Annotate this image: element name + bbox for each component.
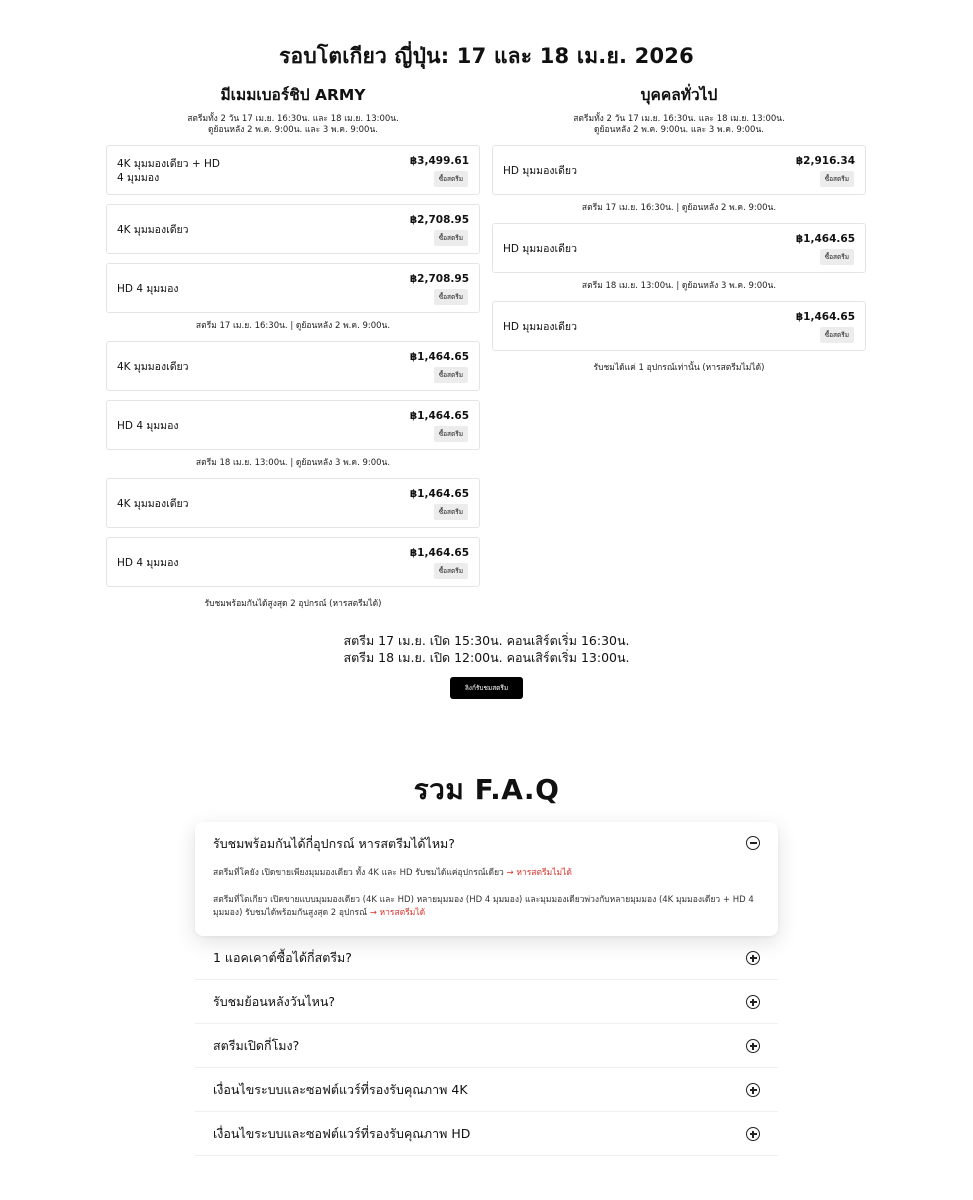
general-column-subtitle: สตรีมทั้ง 2 วัน 17 เม.ย. 16:30น. และ 18 เม.ย. 13:00น. ดูย้อนหลัง 2 พ.ค. 9:00น. และ 3 พ.ค. 9:00น. xyxy=(573,114,785,135)
ticket-price: ฿2,708.95 xyxy=(409,214,469,226)
faq-question: เงื่อนไขระบบและซอฟต์แวร์ที่รองรับคุณภาพ HD xyxy=(213,1126,471,1141)
ticket-price: ฿1,464.65 xyxy=(409,410,469,422)
ticket-card-general-day1-hd[interactable] xyxy=(492,223,866,273)
stream-link-button[interactable]: ลิงก์รับชมสตรีม xyxy=(450,677,523,699)
faq-question[interactable]: รับชมพร้อมกันได้กี่อุปกรณ์ หารสตรีมได้ไหม? xyxy=(213,836,455,851)
faq-item[interactable] xyxy=(195,1024,778,1068)
member-pricing-column xyxy=(106,84,480,610)
general-device-note: รับชมได้แค่ 1 อุปกรณ์เท่านั้น (หารสตรีมไม่ได้) xyxy=(593,363,765,373)
ticket-card-general-hd-both[interactable] xyxy=(492,145,866,195)
ticket-name: 4K มุมมองเดียว xyxy=(117,361,189,373)
faq-question: สตรีมเปิดกี่โมง? xyxy=(213,1038,300,1053)
page-title: รอบโตเกียว ญี่ปุ่น: 17 และ 18 เม.ย. 2026 xyxy=(279,44,694,68)
ticket-price: ฿1,464.65 xyxy=(409,547,469,559)
ticket-name: 4K มุมมองเดียว xyxy=(117,224,189,236)
buy-stream-button[interactable]: ซื้อสตรีม xyxy=(434,230,468,246)
buy-stream-button[interactable]: ซื้อสตรีม xyxy=(820,171,854,187)
ticket-name: HD มุมมองเดียว xyxy=(503,243,577,255)
buy-stream-button[interactable]: ซื้อสตรีม xyxy=(434,367,468,383)
buy-stream-button[interactable]: ซื้อสตรีม xyxy=(434,171,468,187)
member-device-note: รับชมพร้อมกันได้สูงสุด 2 อุปกรณ์ (หารสตรีมได้) xyxy=(204,599,382,609)
collapse-minus-icon[interactable] xyxy=(746,836,760,850)
ticket-price: ฿2,916.34 xyxy=(795,155,855,167)
faq-answer-paragraph-1: สตรีมที่โคยัง เปิดขายเพียงมุมมองเดียว ทั้ง 4K และ HD รับชมได้แค่อุปกรณ์เดียว → หารสตรีมไม่ได้ xyxy=(213,868,572,878)
ticket-card-member-hd4[interactable] xyxy=(106,263,480,313)
faq-item[interactable] xyxy=(195,936,778,980)
ticket-name: HD มุมมองเดียว xyxy=(503,165,577,177)
faq-item[interactable] xyxy=(195,1112,778,1156)
buy-stream-button[interactable]: ซื้อสตรีม xyxy=(434,504,468,520)
ticket-card-general-day2-hd[interactable] xyxy=(492,301,866,351)
buy-stream-button[interactable]: ซื้อสตรีม xyxy=(820,327,854,343)
ticket-price: ฿1,464.65 xyxy=(409,351,469,363)
expand-plus-icon[interactable] xyxy=(746,1083,760,1097)
day1-schedule-note: สตรีม 17 เม.ย. 16:30น. | ดูย้อนหลัง 2 พ.ค. 9:00น. xyxy=(581,203,777,213)
expand-plus-icon[interactable] xyxy=(746,995,760,1009)
ticket-card-member-4k-single[interactable] xyxy=(106,204,480,254)
stream-schedule: สตรีม 17 เม.ย. เปิด 15:30น. คอนเสิร์ตเริ่ม 16:30น. สตรีม 18 เม.ย. เปิด 12:00น. คอนเสิร์ตเริ่ม 13:00น. xyxy=(343,633,630,665)
ticket-card-member-day1-4k[interactable] xyxy=(106,341,480,391)
member-column-subtitle: สตรีมทั้ง 2 วัน 17 เม.ย. 16:30น. และ 18 เม.ย. 13:00น. ดูย้อนหลัง 2 พ.ค. 9:00น. และ 3 พ.ค. 9:00น. xyxy=(187,114,399,135)
buy-stream-button[interactable]: ซื้อสตรีม xyxy=(434,563,468,579)
faq-item[interactable] xyxy=(195,1068,778,1112)
buy-stream-button[interactable]: ซื้อสตรีม xyxy=(434,426,468,442)
ticket-name: 4K มุมมองเดียว + HD 4 มุมมอง xyxy=(117,158,221,184)
ticket-name: HD มุมมองเดียว xyxy=(503,321,577,333)
general-pricing-column xyxy=(492,84,866,374)
general-column-title: บุคคลทั่วไป xyxy=(640,86,718,104)
ticket-price: ฿1,464.65 xyxy=(795,311,855,323)
ticket-name: 4K มุมมองเดียว xyxy=(117,498,189,510)
ticket-price: ฿1,464.65 xyxy=(795,233,855,245)
ticket-price: ฿3,499.61 xyxy=(409,155,469,167)
faq-question: 1 แอคเคาต์ซื้อได้กี่สตรีม? xyxy=(213,950,352,965)
expand-plus-icon[interactable] xyxy=(746,1127,760,1141)
faq-question: รับชมย้อนหลังวันไหน? xyxy=(213,994,336,1009)
day1-schedule-note: สตรีม 17 เม.ย. 16:30น. | ดูย้อนหลัง 2 พ.ค. 9:00น. xyxy=(195,321,391,331)
expand-plus-icon[interactable] xyxy=(746,951,760,965)
faq-item-expanded xyxy=(195,822,778,936)
ticket-name: HD 4 มุมมอง xyxy=(117,283,179,295)
ticket-price: ฿2,708.95 xyxy=(409,273,469,285)
buy-stream-button[interactable]: ซื้อสตรีม xyxy=(820,249,854,265)
buy-stream-button[interactable]: ซื้อสตรีม xyxy=(434,289,468,305)
ticket-card-member-day2-4k[interactable] xyxy=(106,478,480,528)
member-column-title: มีเมมเบอร์ชิป ARMY xyxy=(220,86,366,104)
ticket-card-member-day2-hd4[interactable] xyxy=(106,537,480,587)
day2-schedule-note: สตรีม 18 เม.ย. 13:00น. | ดูย้อนหลัง 3 พ.ค. 9:00น. xyxy=(581,281,777,291)
day2-schedule-note: สตรีม 18 เม.ย. 13:00น. | ดูย้อนหลัง 3 พ.ค. 9:00น. xyxy=(195,458,391,468)
ticket-name: HD 4 มุมมอง xyxy=(117,420,179,432)
expand-plus-icon[interactable] xyxy=(746,1039,760,1053)
ticket-name: HD 4 มุมมอง xyxy=(117,557,179,569)
ticket-card-member-4k-hd4[interactable] xyxy=(106,145,480,195)
faq-answer-paragraph-2: สตรีมที่โตเกียว เปิดขายแบบมุมมองเดียว (4K และ HD) หลายมุมมอง (HD 4 มุมมอง) และมุมมองเดียวพ่วงกับหลายมุมมอง (4K มุมมองเดียว + HD 4 มุมมอง) รับชมได้พร้อมกันสูงสุด 2 อุปกรณ์ → หารสตรีมได้ xyxy=(213,895,754,918)
ticket-card-member-day1-hd4[interactable] xyxy=(106,400,480,450)
faq-answer-highlight: → หารสตรีมได้ xyxy=(369,908,426,918)
faq-title: รวม F.A.Q xyxy=(413,773,560,806)
faq-question: เงื่อนไขระบบและซอฟต์แวร์ที่รองรับคุณภาพ 4K xyxy=(213,1082,468,1097)
faq-answer-highlight: → หารสตรีมไม่ได้ xyxy=(506,868,572,878)
faq-item[interactable] xyxy=(195,980,778,1024)
ticket-price: ฿1,464.65 xyxy=(409,488,469,500)
